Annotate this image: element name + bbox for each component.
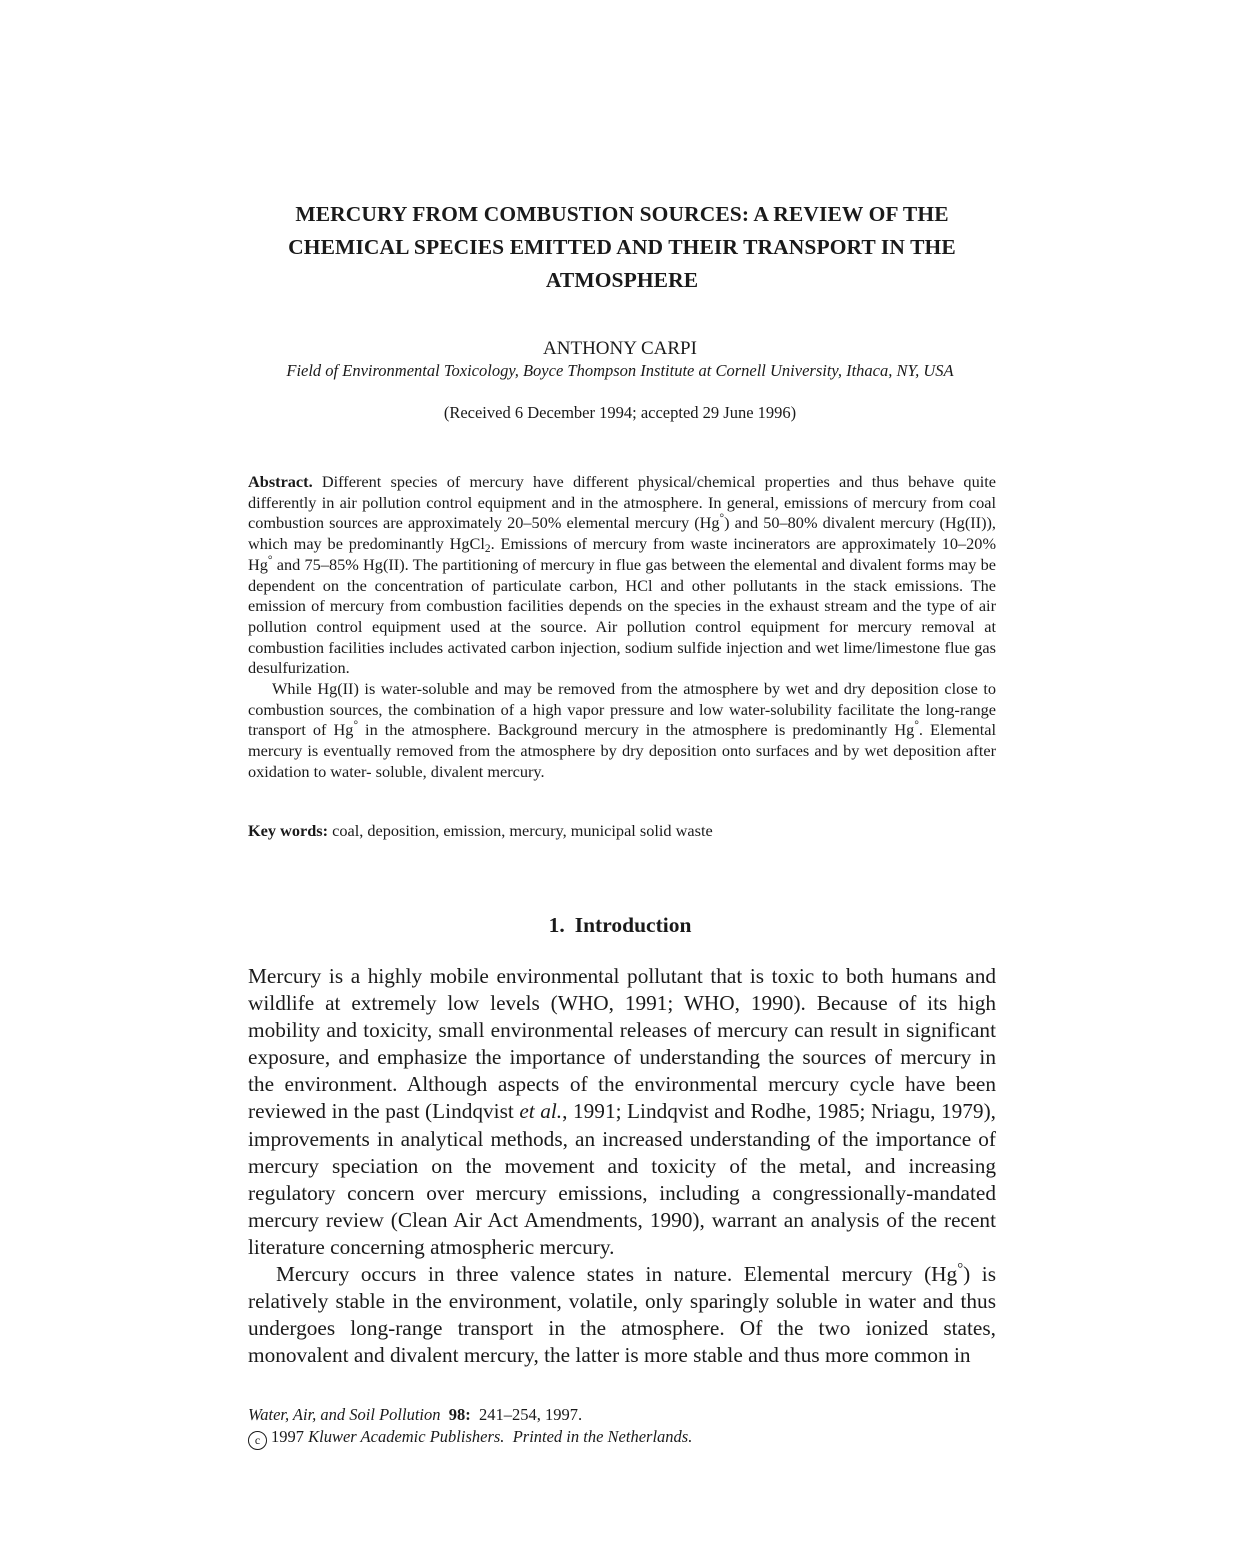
citation-italic: et al. [519,1099,563,1124]
keywords-label: Key words: [248,821,329,840]
footer-citation [248,1404,996,1450]
author-name: ANTHONY CARPI [543,338,697,359]
abstract-text: Different species of mercury have different physical/chemical properties and thus behave quite differently in air pollution control equipment and in the atmosphere. In general, emissions of mercury from coal combustion sources are approximately 20–50% elemental mercury (Hg [248,472,996,533]
body-paragraph-1 [248,963,996,1261]
printed-location: Printed in the Netherlands. [512,1427,693,1446]
journal-pages: 241–254, 1997. [479,1405,583,1424]
body-text-run: Mercury is a highly mobile environmental pollutant that is toxic to both humans and wildlife at extremely low levels (WHO, 1991; WHO, 1990). Because of its high mobility and toxicity, small environmental releases of mercury can result in significant exposure, and emphasize the importance of understanding the sources of mercury in the environment. Although aspects of the environmental mercury cycle have been reviewed in the past (Lindqvist [248,964,996,1124]
body-text-run: ) is relatively stable in the environment, volatile, only sparingly soluble in water and thus undergoes long-range transport in the atmosphere. Of the two ionized states, monovalent and divalent mercury, the latter is more stable and thus more common in [248,1262,997,1368]
section-number: 1. [548,913,565,937]
body-text-run: Mercury occurs in three valence states in nature. Elemental mercury (Hg [276,1262,958,1287]
paper-title: MERCURY FROM COMBUSTION SOURCES: A REVIEW OF THE CHEMICAL SPECIES EMITTED AND THEIR TRANSPORT IN THE ATMOSPHERE [288,202,956,292]
abstract [248,472,996,783]
abstract-paragraph-2 [248,679,996,783]
degree-symbol: ° [719,513,725,526]
keywords-text: coal, deposition, emission, mercury, municipal solid waste [332,821,713,840]
body-text [248,963,996,1369]
journal-line [248,1404,996,1426]
body-text-run: , 1991; Lindqvist and Rodhe, 1985; Nriagu, 1979), improvements in analytical methods, an increased understanding of the importance of mercury speciation on the movement and toxicity of the metal, and increasing regulatory concern over mercury emissions, including a congressionally-mandated mercury review (Clean Air Act Amendments, 1990), warrant an analysis of the recent literature concerning atmospheric mercury. [248,1099,997,1259]
degree-symbol: ° [267,554,273,567]
abstract-text: and 75–85% Hg(II). The partitioning of mercury in flue gas between the elemental and divalent forms may be dependent on the concentration of particulate carbon, HCl and other pollutants in the stack emissions. The emission of mercury from combustion facilities depends on the species in the exhaust stream and the type of air pollution control equipment used at the source. Air pollution control equipment for mercury removal at combustion facilities includes activated carbon injection, sodium sulfide injection and wet lime/limestone flue gas desulfurization. [248,554,996,678]
received-dates: (Received 6 December 1994; accepted 29 June 1996) [443,403,797,422]
copyright-year: 1997 [271,1427,304,1446]
body-paragraph-2 [248,1261,996,1369]
abstract-text: . Emissions of mercury from waste incinerators are approximately 10–20% Hg [248,534,997,574]
copyright-line [248,1426,996,1450]
journal-name: Water, Air, and Soil Pollution [248,1405,441,1424]
section-title: Introduction [574,913,692,937]
copyright-icon: c [248,1431,267,1450]
abstract-paragraph-1 [248,472,996,679]
degree-symbol: ° [914,720,919,733]
abstract-text: ) and 50–80% divalent mercury (Hg(II)), which may be predominantly HgCl [248,513,996,554]
keywords [248,820,996,842]
publisher: Kluwer Academic Publishers. [308,1427,505,1446]
journal-volume: 98: [448,1405,471,1424]
subscript: 2 [484,542,491,555]
abstract-text: in the atmosphere. Background mercury in the atmosphere is predominantly Hg [358,720,915,740]
degree-symbol: ° [957,1260,964,1277]
degree-symbol: ° [353,720,358,733]
abstract-label: Abstract. [248,472,313,491]
author-affiliation: Field of Environmental Toxicology, Boyce Thompson Institute at Cornell University, Ithaca, NY, USA [286,361,954,380]
abstract-text: . Elemental mercury is eventually removed from the atmosphere by dry deposition onto surfaces and by wet deposition after oxidation to water- soluble, divalent mercury. [248,720,997,781]
abstract-text: While Hg(II) is water-soluble and may be removed from the atmosphere by wet and dry deposition close to combustion sources, the combination of a high vapor pressure and low water-solubility facilitate the long-range transport of Hg [248,679,996,740]
section-heading [0,911,1240,939]
